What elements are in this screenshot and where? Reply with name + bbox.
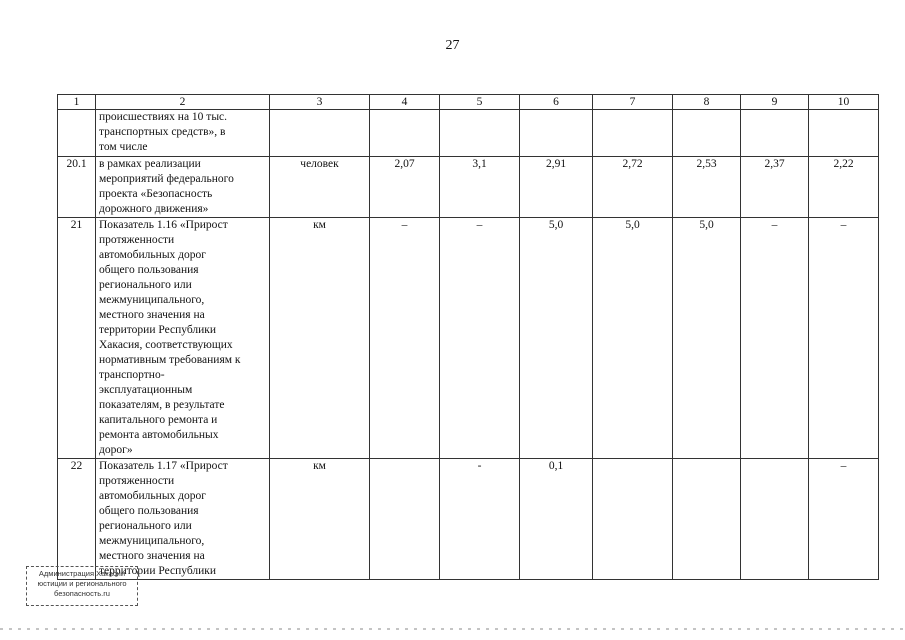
scan-artifact-line <box>0 628 905 630</box>
header-cell: 9 <box>741 95 809 110</box>
row-value: – <box>741 218 809 459</box>
header-cell: 10 <box>809 95 879 110</box>
row-value: 3,1 <box>440 157 520 218</box>
row-unit: человек <box>270 157 370 218</box>
row-number: 22 <box>58 459 96 580</box>
row-value <box>673 459 741 580</box>
row-description: Показатель 1.17 «Прирост протяженности автомобильных дорог общего пользования регионального или межмуниципального, местного значения на территории Республики <box>96 459 270 580</box>
table-row <box>58 157 879 218</box>
header-cell: 3 <box>270 95 370 110</box>
row-value: – <box>440 218 520 459</box>
row-value: 0,1 <box>520 459 593 580</box>
row-number: 20.1 <box>58 157 96 218</box>
header-cell: 2 <box>96 95 270 110</box>
table-row <box>58 218 879 459</box>
row-value: 5,0 <box>520 218 593 459</box>
header-cell: 1 <box>58 95 96 110</box>
row-value: 2,53 <box>673 157 741 218</box>
row-number <box>58 110 96 157</box>
row-unit: км <box>270 218 370 459</box>
table-row <box>58 110 879 157</box>
row-value: – <box>809 218 879 459</box>
page-number: 27 <box>445 38 460 53</box>
header-cell: 8 <box>673 95 741 110</box>
row-value: 2,22 <box>809 157 879 218</box>
row-value <box>370 459 440 580</box>
row-description: в рамках реализации мероприятий федерального проекта «Безопасность дорожного движения» <box>96 157 270 218</box>
row-value: 2,37 <box>741 157 809 218</box>
registration-stamp: Администрация Хакасии юстиции и регионального безопасность.ru <box>26 566 138 606</box>
header-row <box>58 95 879 110</box>
row-description: Показатель 1.16 «Прирост протяженности автомобильных дорог общего пользования регионального или межмуниципального, местного значения на территории Республики Хакасия, соответствующих нормативным требованиям к транспортно- эксплуатационным показателям, в результате капитального ремонта и ремонта автомобильных дорог» <box>96 218 270 459</box>
row-unit: км <box>270 459 370 580</box>
header-cell: 4 <box>370 95 440 110</box>
row-value <box>440 110 520 157</box>
row-value: – <box>370 218 440 459</box>
row-value <box>593 459 673 580</box>
row-value <box>809 110 879 157</box>
table-row <box>58 459 879 580</box>
row-value: 5,0 <box>593 218 673 459</box>
header-cell: 5 <box>440 95 520 110</box>
row-value <box>673 110 741 157</box>
row-value <box>593 110 673 157</box>
row-description: происшествиях на 10 тыс. транспортных средств», в том числе <box>96 110 270 157</box>
row-value: 2,72 <box>593 157 673 218</box>
row-number: 21 <box>58 218 96 459</box>
row-value: - <box>440 459 520 580</box>
row-value: 2,91 <box>520 157 593 218</box>
row-value <box>741 110 809 157</box>
row-value: 2,07 <box>370 157 440 218</box>
row-value <box>370 110 440 157</box>
header-cell: 7 <box>593 95 673 110</box>
row-value <box>741 459 809 580</box>
row-unit <box>270 110 370 157</box>
row-value: 5,0 <box>673 218 741 459</box>
row-value: – <box>809 459 879 580</box>
row-value <box>520 110 593 157</box>
indicator-table <box>57 94 879 580</box>
header-cell: 6 <box>520 95 593 110</box>
